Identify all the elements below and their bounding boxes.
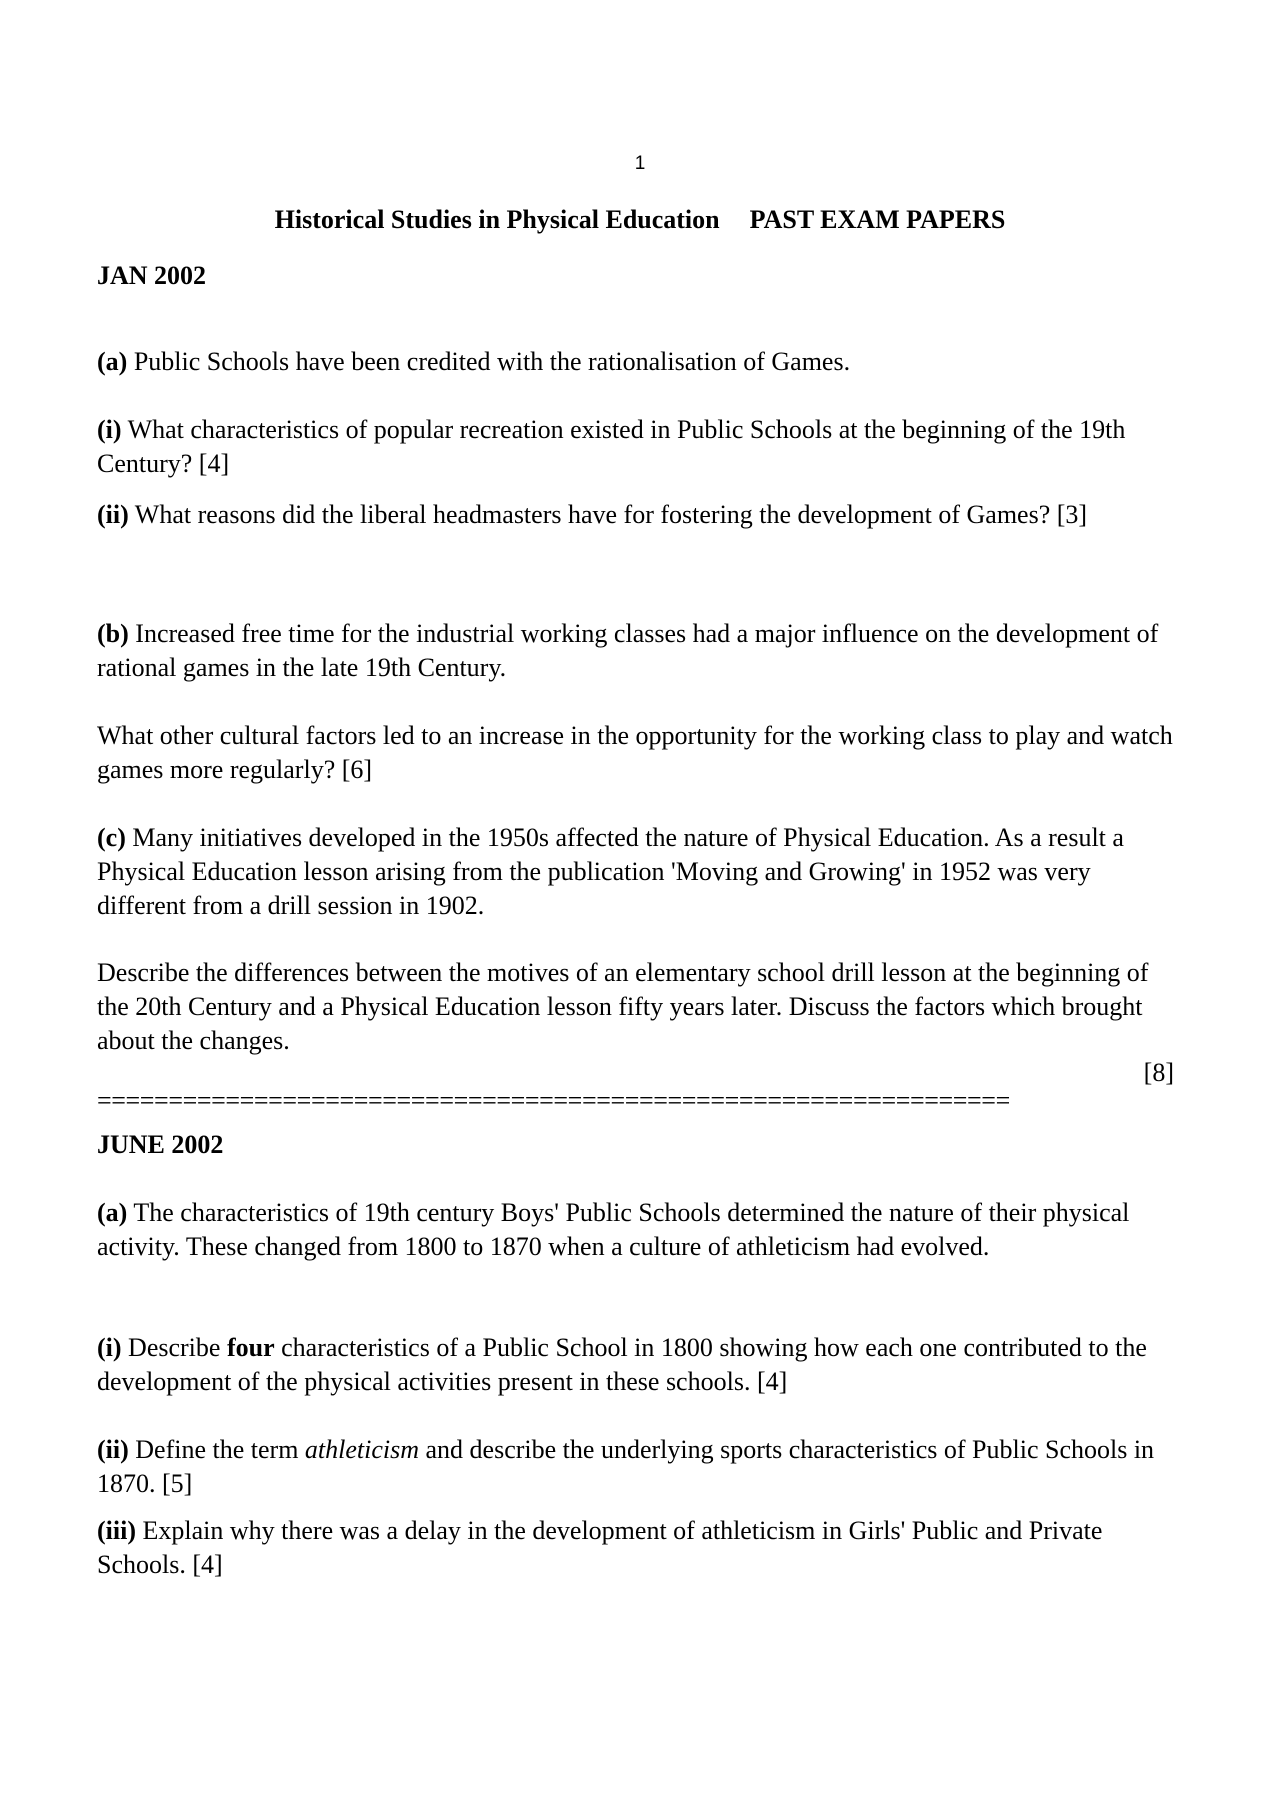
question-a: [97, 345, 1182, 379]
question-text: The characteristics of 19th century Boys' Public Schools determined the nature of their physical activity. These changed from 1800 to 1870 when a culture of athleticism had evolved.: [97, 1198, 1130, 1261]
section-separator: ================================================================: [97, 1086, 1010, 1115]
question-label: (c): [97, 823, 126, 852]
question-c: [97, 821, 1182, 923]
page-number: 1: [634, 153, 646, 174]
question-a-i: [97, 413, 1182, 481]
question-label: (b): [97, 619, 129, 648]
question-a-ii: [97, 498, 1182, 532]
question-label: (iii): [97, 1516, 136, 1545]
question-b-prompt: What other cultural factors led to an increase in the opportunity for the working class to play and watch games more regularly? [6]: [97, 721, 1173, 784]
question-label: (a): [97, 1198, 128, 1227]
emphasis-word: four: [226, 1333, 275, 1362]
section-heading-jan-2002: JAN 2002: [97, 261, 207, 290]
question-a-iii: [97, 1514, 1182, 1582]
question-text: What characteristics of popular recreation existed in Public Schools at the beginning of the 19th Century? [4]: [97, 415, 1126, 478]
title-subject: Historical Studies in Physical Education: [274, 205, 720, 234]
question-text: Public Schools have been credited with the rationalisation of Games.: [127, 347, 851, 376]
italic-term: athleticism: [304, 1435, 420, 1464]
question-label: (a): [97, 347, 128, 376]
question-text: Many initiatives developed in the 1950s affected the nature of Physical Education. As a result a Physical Education lesson arising from the publication 'Moving and Growing' in 1952 was very different from a drill session in 1902.: [97, 823, 1124, 920]
question-text: Increased free time for the industrial working classes had a major influence on the development of rational games in the late 19th Century.: [97, 619, 1159, 682]
document-title: [0, 205, 1280, 235]
question-label: (ii): [97, 1435, 129, 1464]
section-heading-june-2002: JUNE 2002: [97, 1130, 224, 1159]
question-a-i: [97, 1331, 1182, 1399]
question-text: What reasons did the liberal headmasters have for fostering the development of Games? [3]: [128, 500, 1088, 529]
title-type: PAST EXAM PAPERS: [749, 205, 1006, 234]
question-label: (i): [97, 1333, 122, 1362]
question-b: [97, 617, 1182, 685]
question-c-prompt: Describe the differences between the motives of an elementary school drill lesson at the beginning of the 20th Century and a Physical Education lesson fifty years later. Discuss the factors which brought about the changes.: [97, 958, 1149, 1055]
question-label: (ii): [97, 500, 129, 529]
question-text-post: and describe the underlying sports characteristics of Public Schools in 1870. [5]: [97, 1435, 1155, 1498]
question-label: (i): [97, 415, 122, 444]
marks-value: [8]: [1143, 1058, 1174, 1087]
question-text-pre: Describe: [121, 1333, 227, 1362]
question-text-pre: Define the term: [128, 1435, 305, 1464]
question-text-post: characteristics of a Public School in 1800 showing how each one contributed to the development of the physical activities present in these schools. [4]: [97, 1333, 1147, 1396]
question-a: [97, 1196, 1182, 1264]
question-a-ii: [97, 1433, 1182, 1501]
question-text: Explain why there was a delay in the development of athleticism in Girls' Public and Private Schools. [4]: [97, 1516, 1103, 1579]
